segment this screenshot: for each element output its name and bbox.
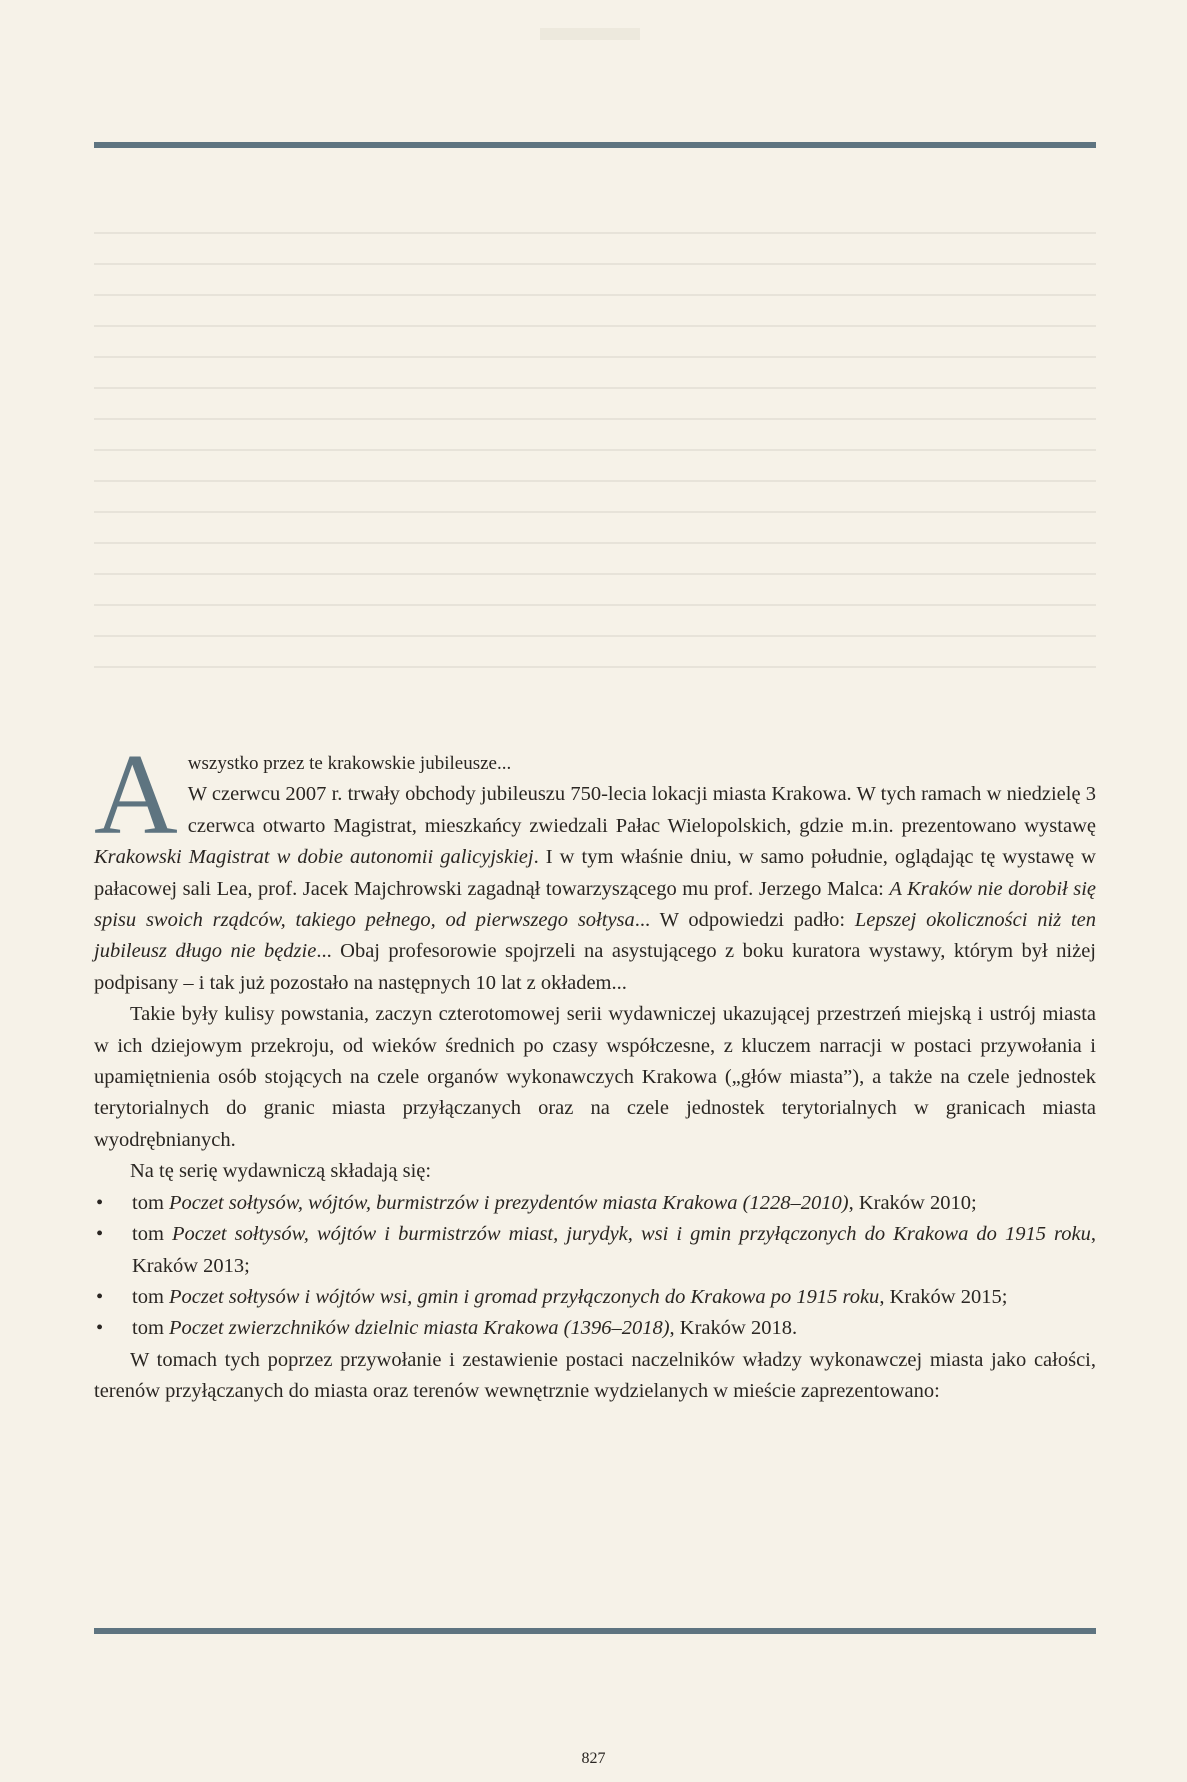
paragraph-summary: W tomach tych poprzez przywołanie i zestawienie postaci naczelników władzy wykonawczej miasta jako całości, terenów przyłączanych do miasta oraz terenów wewnętrznie wydzielanych w mieście zaprezentowano: xyxy=(94,1348,1096,1403)
paragraph-series-intro: Na tę serię wydawniczą składają się: xyxy=(130,1160,432,1183)
intro-text-a: W czerwcu 2007 r. trwały obchody jubileuszu 750-lecia lokacji miasta Krakowa. W tych ramach w niedzielę 3 czerwca otwarto Magistrat, mieszkańcy zwiedzali Pałac Wielopolskich, gdzie m.in. prezentowano wystawę xyxy=(187,783,1096,837)
bullet-icon: • xyxy=(96,1191,104,1214)
quote-answer: Lepszej okoliczności niż ten jubileusz długo nie będzie xyxy=(94,909,1097,963)
quote-question: A Kraków nie dorobił się spisu swoich rządców, takiego pełnego, od pierwszego sołtysa xyxy=(94,877,1096,932)
volume-suffix: , Kraków 2015; xyxy=(879,1285,1008,1308)
volume-prefix: tom xyxy=(132,1285,170,1308)
intro-text-c: ... W odpowiedzi padło: xyxy=(634,909,855,932)
top-rule xyxy=(94,142,1096,148)
intro-paragraph xyxy=(94,731,1097,999)
body-text xyxy=(94,731,1097,1408)
volume-title: Poczet sołtysów, wójtów, burmistrzów i prezydentów miasta Krakowa (1228–2010) xyxy=(169,1191,849,1214)
volume-title: Poczet sołtysów i wójtów wsi, gmin i gromad przyłączonych do Krakowa po 1915 roku xyxy=(169,1285,880,1308)
bottom-rule xyxy=(94,1628,1096,1634)
volume-prefix: tom xyxy=(132,1317,170,1340)
volume-list xyxy=(94,1188,1096,1345)
volume-prefix: tom xyxy=(132,1191,170,1214)
volume-suffix: , Kraków 2010; xyxy=(848,1191,977,1214)
intro-lead: wszystko przez te krakowskie jubileusze... xyxy=(187,753,512,774)
volume-prefix: tom xyxy=(132,1223,172,1246)
bullet-icon: • xyxy=(96,1223,104,1246)
bullet-icon: • xyxy=(96,1285,104,1308)
page-number: 827 xyxy=(581,1750,606,1767)
drop-cap: A xyxy=(94,731,178,859)
list-item xyxy=(94,1282,1096,1313)
volume-suffix: , Kraków 2013; xyxy=(132,1223,1096,1277)
list-item xyxy=(94,1188,1096,1219)
intro-text-d: ... Obaj profesorowie spojrzeli na asystującego z boku kuratora wystawy, którym był niżej podpisany – i tak już pozostało na następnych 10 lat z okładem... xyxy=(94,940,1096,994)
volume-title: Poczet zwierzchników dzielnic miasta Krakowa (1396–2018) xyxy=(169,1317,670,1340)
paragraph-origins: Takie były kulisy powstania, zaczyn czterotomowej serii wydawniczej ukazującej przestrzeń miejską i ustrój miasta w ich dziejowym przekroju, od wieków średnich po czasy współczesne, z kluczem narracji w postaci przywołania i upamiętnienia osób stojących na czele organów wykonawczych Krakowa („głów miasta”), a także na czele jednostek terytorialnych do granic miasta przyłączanych oraz na czele jednostek terytorialnych w granicach miasta wyodrębnianych. xyxy=(94,1003,1096,1151)
volume-suffix: , Kraków 2018. xyxy=(669,1317,798,1340)
exhibit-title: Krakowski Magistrat w dobie autonomii galicyjskiej xyxy=(94,846,534,869)
list-item xyxy=(94,1313,1096,1344)
running-head-bleed xyxy=(540,28,640,40)
bullet-icon: • xyxy=(96,1317,104,1340)
volume-title: Poczet sołtysów, wójtów i burmistrzów miast, jurydyk, wsi i gmin przyłączonych do Krakowa do 1915 roku xyxy=(171,1223,1091,1246)
show-through-text xyxy=(94,210,1096,680)
list-item xyxy=(94,1219,1096,1282)
intro-text-b: . I w tym właśnie dniu, w samo południe, oglądając tę wystawę w pałacowej sali Lea, prof. Jacek Majchrowski zagadnął towarzyszącego mu prof. Jerzego Malca: xyxy=(94,846,1096,900)
